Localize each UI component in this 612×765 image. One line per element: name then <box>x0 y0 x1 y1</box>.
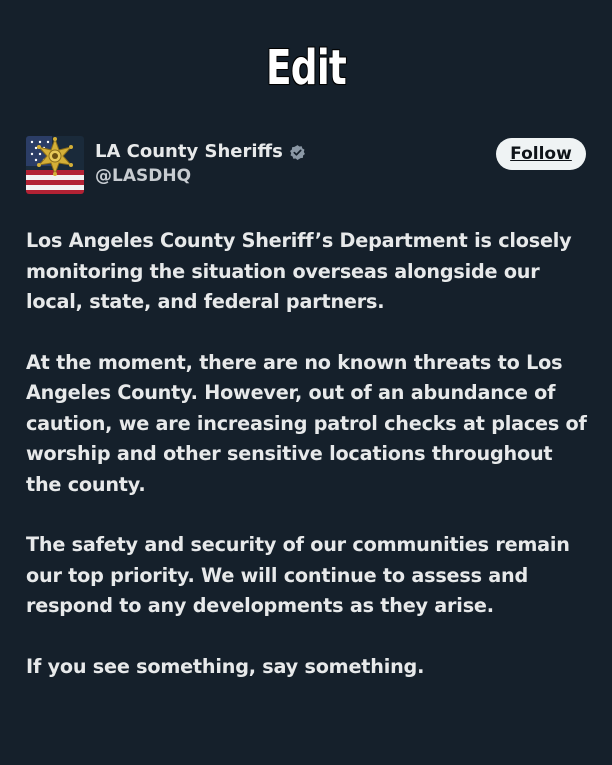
post-text <box>26 226 592 712</box>
display-name[interactable]: LA County Sheriffs <box>95 141 283 162</box>
follow-button[interactable]: Follow <box>496 138 586 170</box>
post-header <box>26 136 586 196</box>
post-paragraph: The safety and security of our communities remain our top priority. We will continue to assess and respond to any developments as they arise. <box>26 533 570 617</box>
post-paragraph: At the moment, there are no known threats to Los Angeles County. However, out of an abundance of caution, we are increasing patrol checks at places of worship and other sensitive locations throughout the county. <box>26 350 587 496</box>
account-avatar[interactable] <box>26 136 84 194</box>
post-paragraph: If you see something, say something. <box>26 654 425 678</box>
display-name-row <box>95 140 306 164</box>
sheriff-star-icon <box>26 136 84 194</box>
account-names <box>95 140 306 187</box>
post-paragraph: Los Angeles County Sheriff’s Department is closely monitoring the situation overseas alongside our local, state, and federal partners. <box>26 229 572 313</box>
account-handle[interactable]: @LASDHQ <box>95 166 192 186</box>
verified-badge-icon <box>289 144 306 161</box>
edit-overlay-title: Edit <box>266 40 346 96</box>
